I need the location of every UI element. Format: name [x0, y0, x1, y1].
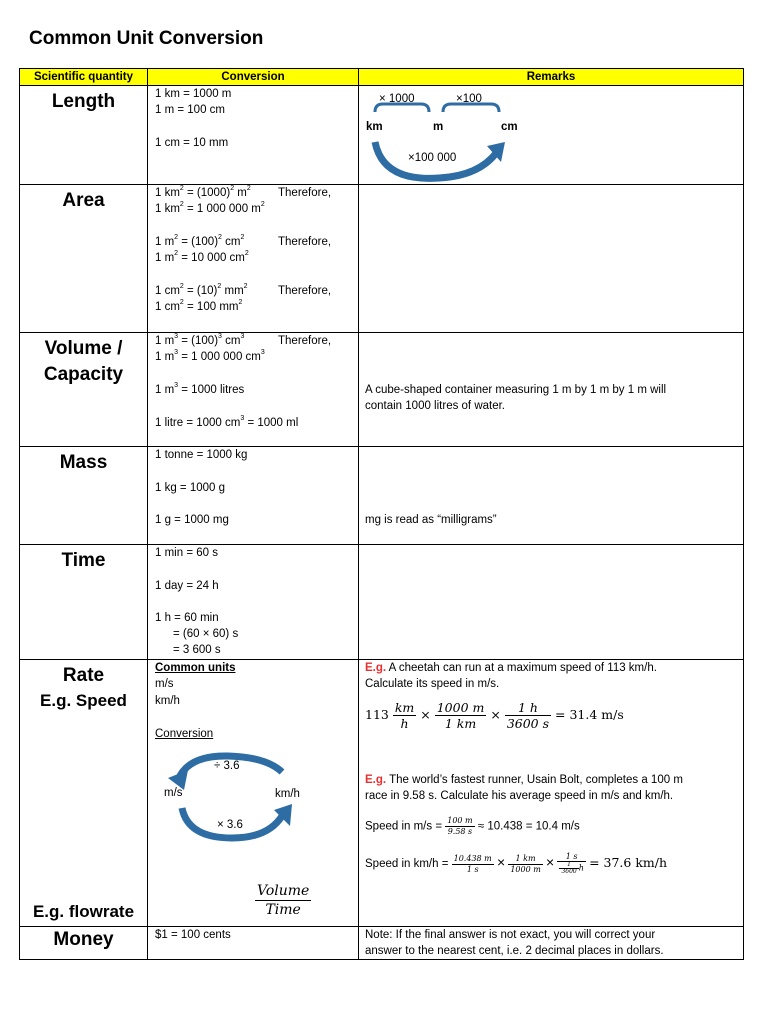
eg-label-1: E.g. — [365, 662, 387, 674]
speed-ms-den: 9.58 s — [447, 827, 473, 836]
speed-kmh-result: = 37.6 km/h — [589, 855, 668, 871]
page-title: Common Unit Conversion — [29, 28, 264, 49]
area-line-3b: = (100) — [178, 236, 219, 248]
remarks-length — [359, 86, 744, 185]
quantity-money — [20, 927, 148, 960]
money-label: Money — [53, 929, 114, 950]
speed-kmh-lead: Speed in km/h = — [365, 858, 452, 871]
quantity-mass — [20, 447, 148, 545]
row-volume — [20, 333, 744, 447]
flow-denominator: Time — [265, 902, 301, 918]
header-conversion: Conversion — [148, 69, 359, 86]
area-line-3c: cm — [221, 236, 241, 248]
m-to-cm-bracket — [443, 104, 499, 112]
quantity-time — [20, 545, 148, 660]
sup: 2 — [230, 185, 235, 192]
kmh-frac-a-num: 10.438 m — [453, 853, 492, 863]
volume-line-2b: = 1 000 000 cm — [178, 351, 261, 363]
kmh-frac-a-den: 1 s — [466, 864, 479, 874]
conversion-volume — [148, 333, 359, 447]
conversion-time — [148, 545, 359, 660]
conversion-area — [148, 185, 359, 333]
quantity-volume — [20, 333, 148, 447]
sup: 2 — [240, 234, 245, 241]
km-to-m-bracket — [375, 104, 429, 112]
sup: 2 — [174, 250, 179, 257]
volume-remark-2: contain 1000 litres of water. — [365, 400, 505, 412]
area-line-1c: m — [234, 187, 247, 199]
area-line-6a: 1 cm — [155, 301, 180, 313]
length-conversion-diagram — [359, 86, 744, 185]
area-label: Area — [62, 190, 105, 211]
speed-ms-result: ≈ 10.438 = 10.4 m/s — [477, 820, 580, 833]
conversion-mass — [148, 447, 359, 545]
frac-c-den: 3600 s — [506, 716, 550, 731]
sup: 2 — [260, 201, 265, 208]
remarks-time — [359, 545, 744, 660]
time-line-1: 1 min = 60 s — [155, 547, 218, 559]
flowrate-fraction — [255, 882, 311, 919]
area-line-5c: mm — [221, 285, 244, 297]
sup: 2 — [179, 201, 184, 208]
time-line-4: = (60 × 60) s — [173, 628, 239, 640]
formula-lead: 113 — [365, 707, 389, 722]
time-line-2: 1 day = 24 h — [155, 580, 219, 592]
label-x1000: × 1000 — [379, 93, 415, 105]
sup: 2 — [243, 283, 248, 290]
frac-b-den: 1 km — [444, 716, 477, 731]
multiply-label: × 3.6 — [217, 819, 243, 831]
label-m: m — [433, 121, 444, 133]
money-remark-1: Note: If the final answer is not exact, you will correct your — [365, 929, 656, 941]
remarks-mass — [359, 447, 744, 545]
volume-remark-1: A cube-shaped container measuring 1 m by 1 m by 1 m will — [365, 384, 667, 396]
conversion-money — [148, 927, 359, 960]
remarks-volume — [359, 333, 744, 447]
sup: 3 — [240, 333, 245, 340]
row-length — [20, 86, 744, 185]
label-km: km — [366, 121, 383, 133]
speed-ms-num: 100 m — [447, 816, 473, 825]
sup: 2 — [174, 234, 179, 241]
speed-kmh-line: Speed in km/h = $\frac{10.438 m}{1 s}$ × $\frac{1 km}{1000 m}$ × 1 s $\frac{1}{3600}$ h = 37.6 km/h — [365, 852, 668, 875]
area-line-2b: = 1 000 000 m — [183, 203, 261, 215]
example-1-line-1: A cheetah can run at a maximum speed of 113 km/h. — [386, 662, 657, 674]
length-label: Length — [51, 91, 116, 112]
sup: 3 — [174, 349, 179, 356]
remarks-money — [359, 927, 744, 960]
area-line-4b: = 10 000 cm — [178, 252, 245, 264]
volume-line-1a: 1 m — [155, 335, 175, 347]
kmh-frac-c-inner-den: 3600 — [561, 868, 577, 875]
area-therefore-3: Therefore, — [278, 285, 332, 297]
length-line-2: 1 m = 100 cm — [155, 104, 225, 116]
sup: 2 — [217, 283, 222, 290]
sup: 2 — [244, 250, 249, 257]
area-therefore-2: Therefore, — [278, 236, 332, 248]
header-remarks: Remarks — [359, 69, 744, 86]
quantity-area — [20, 185, 148, 333]
area-line-4a: 1 m — [155, 252, 175, 264]
sup: 3 — [218, 333, 222, 340]
conversion-table — [19, 68, 744, 960]
row-money — [20, 927, 744, 960]
remarks-area — [359, 185, 744, 333]
area-line-5b: = (10) — [183, 285, 218, 297]
volume-line-3a: 1 m — [155, 384, 175, 396]
volume-line-2a: 1 m — [155, 351, 175, 363]
volume-line-4b: = 1000 ml — [244, 417, 299, 429]
volume-line-1c: cm — [221, 335, 241, 347]
money-line: $1 = 100 cents — [155, 929, 231, 941]
sup: 2 — [179, 283, 184, 290]
time-line-5: = 3 600 s — [173, 644, 221, 656]
sup: 3 — [174, 333, 179, 340]
mass-line-1: 1 tonne = 1000 kg — [155, 449, 248, 461]
header-row — [20, 69, 744, 86]
kmh-frac-c-unit: h — [578, 863, 584, 873]
row-area — [20, 185, 744, 333]
area-line-2a: 1 km — [155, 203, 180, 215]
speed-ms-line — [365, 816, 580, 837]
speed-ms-lead: Speed in m/s = — [365, 820, 446, 833]
mass-label: Mass — [59, 452, 108, 473]
times-1: × — [420, 707, 431, 722]
flow-numerator: Volume — [257, 883, 310, 899]
kmh-label: km/h — [275, 788, 300, 800]
money-remark-2: answer to the nearest cent, i.e. 2 decimal places in dollars. — [365, 945, 664, 957]
divide-label: ÷ 3.6 — [214, 760, 240, 772]
conversion-length — [148, 86, 359, 185]
conversion-rate — [148, 660, 359, 927]
unit-ms: m/s — [155, 678, 174, 690]
label-x100000: ×100 000 — [408, 152, 457, 164]
conversion-heading: Conversion — [155, 728, 214, 740]
time-label: Time — [61, 550, 106, 571]
quantity-length — [20, 86, 148, 185]
length-line-3: 1 cm = 10 mm — [155, 137, 229, 149]
sup: 3 — [240, 415, 245, 422]
sup: 3 — [174, 382, 179, 389]
frac-a-num: km — [394, 700, 415, 715]
area-line-1b: = (1000) — [183, 187, 231, 199]
remarks-rate — [359, 660, 744, 927]
cheetah-formula — [365, 700, 624, 731]
area-line-1a: 1 km — [155, 187, 180, 199]
label-cm: cm — [501, 121, 518, 133]
label-x100: ×100 — [456, 93, 482, 105]
volume-line-4a: 1 litre = 1000 cm — [155, 417, 241, 429]
sup: 2 — [218, 234, 222, 241]
area-line-5a: 1 cm — [155, 285, 180, 297]
kmh-frac-b-den: 1000 m — [510, 864, 541, 874]
length-line-1: 1 km = 1000 m — [155, 88, 232, 100]
rate-sub-flowrate: E.g. flowrate — [32, 902, 135, 921]
header-quantity: Scientific quantity — [20, 69, 148, 86]
sup: 3 — [260, 349, 265, 356]
volume-line-1b: = (100) — [178, 335, 219, 347]
row-rate — [20, 660, 744, 927]
ms-label: m/s — [164, 787, 183, 799]
common-units-heading: Common units — [155, 662, 236, 674]
kmh-frac-c-inner-num: 1 — [559, 862, 578, 869]
sup: 2 — [238, 299, 243, 306]
kmh-frac-c-num: 1 s — [557, 853, 585, 862]
mass-line-3: 1 g = 1000 mg — [155, 514, 229, 526]
area-therefore-1: Therefore, — [278, 187, 332, 199]
speed-conversion-diagram — [148, 660, 359, 927]
time-line-3: 1 h = 60 min — [155, 612, 219, 624]
mass-line-2: 1 kg = 1000 g — [155, 482, 226, 494]
frac-a-den: h — [400, 716, 409, 731]
kmh-frac-b-num: 1 km — [508, 854, 543, 865]
sup: 2 — [179, 185, 184, 192]
example-2-line-2: race in 9.58 s. Calculate his average speed in m/s and km/h. — [365, 790, 674, 802]
rate-sub-speed: E.g. Speed — [40, 691, 127, 710]
area-line-6b: = 100 mm — [183, 301, 239, 313]
formula-result: = 31.4 m/s — [555, 707, 624, 722]
frac-b-num: 1000 m — [436, 700, 485, 715]
volume-therefore: Therefore, — [278, 335, 332, 347]
volume-label-2: Capacity — [43, 364, 124, 385]
row-time — [20, 545, 744, 660]
row-mass — [20, 447, 744, 545]
sup: 2 — [179, 299, 184, 306]
example-1-line-2: Calculate its speed in m/s. — [365, 678, 500, 690]
unit-kmh: km/h — [155, 695, 180, 707]
sup: 2 — [246, 185, 251, 192]
area-line-3a: 1 m — [155, 236, 175, 248]
rate-label: Rate — [62, 665, 105, 686]
frac-c-num: 1 h — [505, 700, 551, 716]
volume-line-3b: = 1000 litres — [178, 384, 245, 396]
quantity-rate — [20, 660, 148, 927]
mass-remark: mg is read as “milligrams” — [365, 514, 497, 526]
eg-label-2: E.g. — [365, 774, 387, 786]
example-2-line-1: The world’s fastest runner, Usain Bolt, completes a 100 m — [386, 774, 683, 786]
volume-label-1: Volume / — [44, 338, 123, 359]
times-2: × — [490, 707, 501, 722]
